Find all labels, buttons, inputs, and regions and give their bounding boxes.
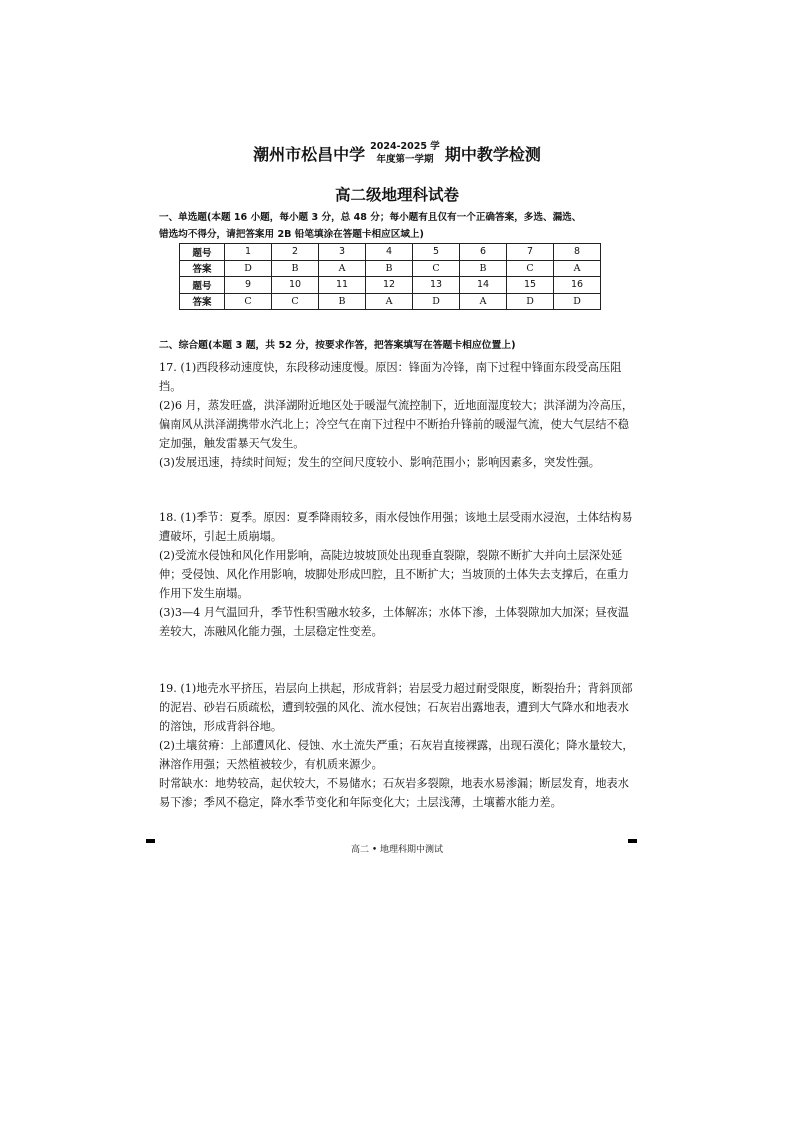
question-number: 7 xyxy=(507,244,554,261)
exam-title xyxy=(0,140,794,166)
question-19 xyxy=(159,679,637,812)
page-footer: 高二 • 地理科期中测试 xyxy=(350,845,444,855)
table-row-numbers-2 xyxy=(180,277,601,294)
question-number: 2 xyxy=(272,244,319,261)
answer-cell: D xyxy=(413,293,460,310)
answer-cell: A xyxy=(319,260,366,277)
section1-line1: 一、单选题(本题 16 小题，每小题 3 分，总 48 分；每小题有且仅有一个正确答案，多选、漏选、 xyxy=(159,212,582,223)
answer-cell: A xyxy=(460,293,507,310)
section1-instructions xyxy=(159,209,637,243)
school-year-line1: 2024-2025 学 xyxy=(370,141,440,152)
answer-cell: C xyxy=(225,293,272,310)
table-row-answers-1 xyxy=(180,260,601,277)
question-number: 16 xyxy=(554,277,601,294)
q18-part3: (3)3—4 月气温回升，季节性积雪融水较多，土体解冻；水体下渗，土体裂隙加大加深；昼夜温差较大，冻融风化能力强，土层稳定性变差。 xyxy=(159,606,629,638)
question-number: 1 xyxy=(225,244,272,261)
question-number: 5 xyxy=(413,244,460,261)
question-number: 3 xyxy=(319,244,366,261)
table-row-answers-2 xyxy=(180,293,601,310)
q18-part2: (2)受流水侵蚀和风化作用影响，高陡边坡坡顶处出现垂直裂隙，裂隙不断扩大并向土层深处延伸；受侵蚀、风化作用影响，坡脚处形成凹腔，且不断扩大；当坡顶的土体失去支撑后，在重力作用下发生崩塌。 xyxy=(159,549,629,600)
school-year xyxy=(370,140,440,166)
q17-part2: (2)6 月，蒸发旺盛，洪泽湖附近地区处于暖湿气流控制下，近地面湿度较大；洪泽湖为冷高压，偏南风从洪泽湖携带水汽北上；冷空气在南下过程中不断抬升锋前的暖湿气流，使大气层结不稳定加强，触发雷暴天气发生。 xyxy=(159,399,634,450)
row-label-number: 题号 xyxy=(180,244,225,261)
paper-subtitle: 高二级地理科试卷 xyxy=(334,186,459,204)
question-number: 14 xyxy=(460,277,507,294)
q19-part1: 19. (1)地壳水平挤压，岩层向上拱起，形成背斜；岩层受力超过耐受限度，断裂抬升；背斜顶部的泥岩、砂岩石质疏松，遭到较强的风化、流水侵蚀；石灰岩出露地表，遭到大气降水和地表水的溶蚀，形成背斜谷地。 xyxy=(159,682,633,733)
question-number: 10 xyxy=(272,277,319,294)
answer-cell: C xyxy=(272,293,319,310)
row-label-answer: 答案 xyxy=(180,293,225,310)
answer-cell: D xyxy=(225,260,272,277)
answer-cell: A xyxy=(554,260,601,277)
question-18 xyxy=(159,508,637,641)
question-number: 6 xyxy=(460,244,507,261)
q17-part1: 17. (1)西段移动速度快，东段移动速度慢。原因：锋面为冷锋，南下过程中锋面东段受高压阻挡。 xyxy=(159,361,622,393)
school-name: 潮州市松昌中学 xyxy=(253,144,366,164)
q19-part3: 时常缺水：地势较高，起伏较大，不易储水；石灰岩多裂隙，地表水易渗漏；断层发育，地表水易下渗；季风不稳定，降水季节变化和年际变化大；土层浅薄，土壤蓄水能力差。 xyxy=(159,777,629,809)
table-row-numbers-1 xyxy=(180,244,601,261)
question-number: 9 xyxy=(225,277,272,294)
answer-table xyxy=(179,243,601,310)
answer-cell: B xyxy=(366,260,413,277)
answer-cell: A xyxy=(366,293,413,310)
row-label-answer: 答案 xyxy=(180,260,225,277)
question-17 xyxy=(159,358,637,472)
question-number: 15 xyxy=(507,277,554,294)
answer-cell: B xyxy=(460,260,507,277)
answer-cell: B xyxy=(272,260,319,277)
section2-heading: 二、综合题(本题 3 题，共 52 分，按要求作答，把答案填写在答题卡相应位置上) xyxy=(159,340,516,351)
answer-cell: C xyxy=(507,260,554,277)
answer-cell: D xyxy=(507,293,554,310)
answer-cell: D xyxy=(554,293,601,310)
exam-name: 期中教学检测 xyxy=(444,144,541,164)
question-number: 13 xyxy=(413,277,460,294)
answer-cell: B xyxy=(319,293,366,310)
answer-cell: C xyxy=(413,260,460,277)
question-number: 12 xyxy=(366,277,413,294)
q19-part2: (2)土壤贫瘠：上部遭风化、侵蚀、水土流失严重；石灰岩直接裸露，出现石漠化；降水量较大，淋溶作用强；天然植被较少，有机质来源少。 xyxy=(159,739,634,771)
q17-part3: (3)发展迅速，持续时间短；发生的空间尺度较小、影响范围小；影响因素多，突发性强。 xyxy=(159,456,600,469)
section1-line2: 错选均不得分，请把答案用 2B 铅笔填涂在答题卡相应区域上) xyxy=(159,229,424,240)
question-number: 4 xyxy=(366,244,413,261)
q18-part1: 18. (1)季节：夏季。原因：夏季降雨较多，雨水侵蚀作用强；该地土层受雨水浸泡，土体结构易遭破坏，引起土质崩塌。 xyxy=(159,511,633,543)
question-number: 8 xyxy=(554,244,601,261)
school-year-line2: 年度第一学期 xyxy=(376,154,434,165)
footer-mark-right xyxy=(628,839,637,843)
question-number: 11 xyxy=(319,277,366,294)
row-label-number: 题号 xyxy=(180,277,225,294)
